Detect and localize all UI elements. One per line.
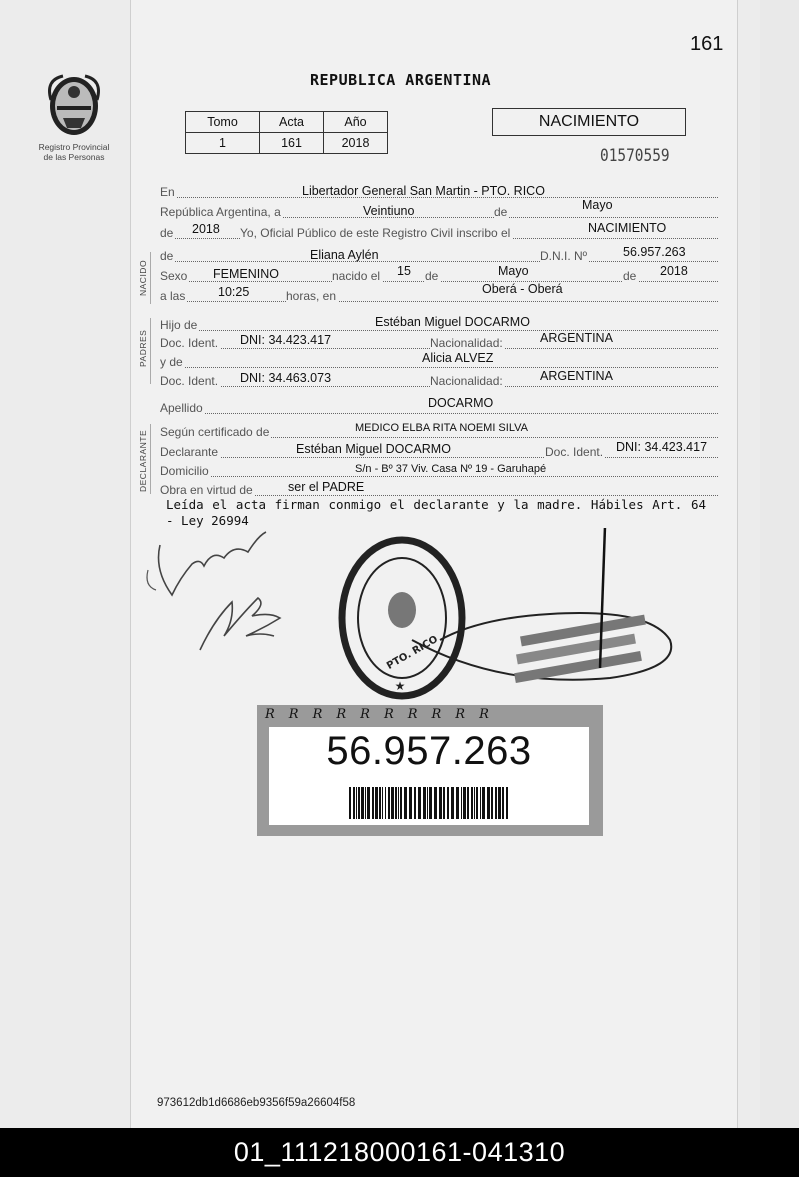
barcode-bar [367, 787, 370, 819]
label-certificado: Según certificado de [160, 425, 270, 439]
value-padre-dni: DNI: 34.423.417 [240, 333, 332, 347]
barcode-bar [391, 787, 394, 819]
line-apellido [160, 396, 718, 414]
line-madre [160, 350, 718, 368]
value-anio: 2018 [324, 133, 388, 154]
registry-stamp-icon [330, 528, 690, 700]
line-madre-doc [160, 369, 718, 387]
label-republica: República Argentina, a [160, 205, 281, 219]
value-madre: Alicia ALVEZ [422, 351, 494, 365]
label-dni: D.N.I. Nº [540, 249, 588, 263]
line-nombre [160, 244, 718, 262]
coat-of-arms-icon [43, 70, 105, 140]
barcode-bar [476, 787, 478, 819]
section-label-declarante: DECLARANTE [138, 429, 148, 492]
label-declarante: Declarante [160, 445, 219, 459]
barcode-bar [463, 787, 466, 819]
document-title: REPUBLICA ARGENTINA [310, 71, 492, 89]
barcode-bar [385, 787, 386, 819]
value-lugar: Oberá - Oberá [482, 282, 563, 296]
svg-text:★: ★ [394, 679, 406, 693]
barcode-bar [502, 787, 504, 819]
label-nombre: de [160, 249, 174, 263]
barcode-bar [456, 787, 459, 819]
header-anio: Año [324, 112, 388, 133]
document-hash: 973612db1d6686eb9356f59a26604f58 [157, 1097, 356, 1109]
remark-text: Leída el acta firman conmigo el declarante y la madre. Hábiles Art. 64 - Ley 26994 [166, 497, 706, 528]
footer-bar: 01_111218000161-041310 [0, 1128, 799, 1177]
signatures-icon [140, 500, 330, 660]
section-rule-declarante [150, 424, 151, 494]
value-acta: 161 [260, 133, 324, 154]
value-declarante: Estéban Miguel DOCARMO [296, 442, 451, 456]
value-nac-dia: 15 [397, 264, 411, 278]
barcode-bar [379, 787, 381, 819]
barcode-bar [451, 787, 454, 819]
barcode-bar [506, 787, 508, 819]
barcode-bar [372, 787, 374, 819]
value-domicilio: S/n - Bº 37 Viv. Casa Nº 19 - Garuhapé [355, 463, 547, 475]
value-en: Libertador General San Martin - PTO. RICO [302, 184, 545, 198]
line-hijo [160, 313, 718, 331]
barcode-icon [347, 787, 513, 819]
line-padre-doc [160, 331, 718, 349]
value-tomo: 1 [186, 133, 260, 154]
barcode-bar [491, 787, 493, 819]
barcode-bar [400, 787, 402, 819]
barcode-bar [382, 787, 383, 819]
barcode-bar [375, 787, 378, 819]
label-obra: Obra en virtud de [160, 483, 253, 497]
section-rule-padres [150, 318, 151, 384]
barcode-bar [482, 787, 485, 819]
section-label-nacido: NACIDO [138, 259, 148, 296]
label-decl-doc: Doc. Ident. [545, 445, 604, 459]
barcode-bar [349, 787, 351, 819]
barcode-bar [447, 787, 449, 819]
label-doc-ident-2: Doc. Ident. [160, 374, 219, 388]
line-republica [160, 200, 718, 218]
line-obra [160, 478, 718, 496]
label-de: de [494, 205, 508, 219]
barcode-bar [498, 787, 501, 819]
value-mes: Mayo [582, 198, 613, 212]
serial-number: 01570559 [600, 146, 670, 166]
barcode-bar [439, 787, 442, 819]
value-apellido: DOCARMO [428, 396, 494, 410]
value-madre-nac: ARGENTINA [540, 369, 613, 383]
line-declarante [160, 440, 718, 458]
value-declarante-dni: DNI: 34.423.417 [616, 440, 708, 454]
dni-label-sticker [257, 705, 603, 836]
value-obra: ser el PADRE [288, 480, 365, 494]
line-hora [160, 284, 718, 302]
barcode-bar [395, 787, 397, 819]
line-domicilio [160, 459, 718, 477]
line-en [160, 180, 718, 198]
label-domicilio: Domicilio [160, 464, 209, 478]
value-hora: 10:25 [218, 285, 250, 299]
line-sexo [160, 264, 718, 282]
svg-text:PTO. RICO: PTO. RICO [385, 633, 440, 672]
line-certificado [160, 420, 718, 438]
barcode-bar [495, 787, 497, 819]
value-dni: 56.957.263 [623, 245, 686, 259]
barcode-bar [414, 787, 416, 819]
label-hijo: Hijo de [160, 318, 198, 332]
line-oficial [160, 221, 718, 239]
value-inscribo: NACIMIENTO [588, 221, 667, 235]
label-de2: de [160, 226, 174, 240]
section-rule-nacido [150, 252, 151, 304]
header-acta: Acta [260, 112, 324, 133]
barcode-bar [418, 787, 421, 819]
label-hora: a las [160, 289, 186, 303]
label-dni-number: 56.957.263 [326, 729, 532, 773]
page-number: 161 [690, 33, 724, 55]
barcode-bar [467, 787, 469, 819]
barcode-bar [461, 787, 462, 819]
barcode-bar [480, 787, 481, 819]
value-certificado: MEDICO ELBA RITA NOEMI SILVA [355, 422, 528, 434]
label-doc-ident: Doc. Ident. [160, 336, 219, 350]
value-nac-anio: 2018 [660, 264, 688, 278]
act-type-box: NACIMIENTO [492, 108, 686, 136]
barcode-bar [365, 787, 366, 819]
label-nacionalidad-2: Nacionalidad: [430, 374, 503, 388]
label-apellido: Apellido [160, 401, 203, 415]
label-nac-de: de [425, 269, 439, 283]
value-sexo: FEMENINO [213, 267, 279, 281]
value-dia: Veintiuno [363, 204, 415, 218]
value-padre: Estéban Miguel DOCARMO [375, 315, 530, 329]
label-white-area [269, 727, 589, 825]
barcode-bar [353, 787, 355, 819]
label-en: En [160, 185, 175, 199]
header-tomo: Tomo [186, 112, 260, 133]
value-madre-dni: DNI: 34.463.073 [240, 371, 332, 385]
label-y-de: y de [160, 355, 183, 369]
barcode-bar [358, 787, 360, 819]
barcode-bar [427, 787, 428, 819]
registry-logo [34, 70, 114, 162]
barcode-bar [404, 787, 407, 819]
value-anio: 2018 [192, 222, 220, 236]
barcode-bar [388, 787, 390, 819]
section-label-padres: PADRES [138, 329, 148, 367]
label-horas-en: horas, en [286, 289, 337, 303]
label-nacido-el: nacido el [332, 269, 381, 283]
barcode-bar [409, 787, 412, 819]
barcode-bar [356, 787, 357, 819]
label-sexo: Sexo [160, 269, 188, 283]
label-pattern: RRRRRRRRRR [265, 707, 503, 722]
value-nombre: Eliana Aylén [310, 248, 379, 262]
value-padre-nac: ARGENTINA [540, 331, 613, 345]
barcode-bar [361, 787, 364, 819]
label-nac-de2: de [623, 269, 637, 283]
barcode-bar [398, 787, 399, 819]
label-nacionalidad: Nacionalidad: [430, 336, 503, 350]
barcode-bar [434, 787, 437, 819]
barcode-bar [429, 787, 432, 819]
barcode-bar [423, 787, 426, 819]
barcode-bar [443, 787, 445, 819]
barcode-bar [471, 787, 473, 819]
barcode-bar [474, 787, 475, 819]
value-nac-mes: Mayo [498, 264, 529, 278]
label-oficial: Yo, Oficial Público de este Registro Civil inscribo el [240, 226, 511, 240]
logo-caption: Registro Provincial de las Personas [38, 142, 110, 162]
register-table [185, 111, 388, 154]
barcode-bar [487, 787, 490, 819]
